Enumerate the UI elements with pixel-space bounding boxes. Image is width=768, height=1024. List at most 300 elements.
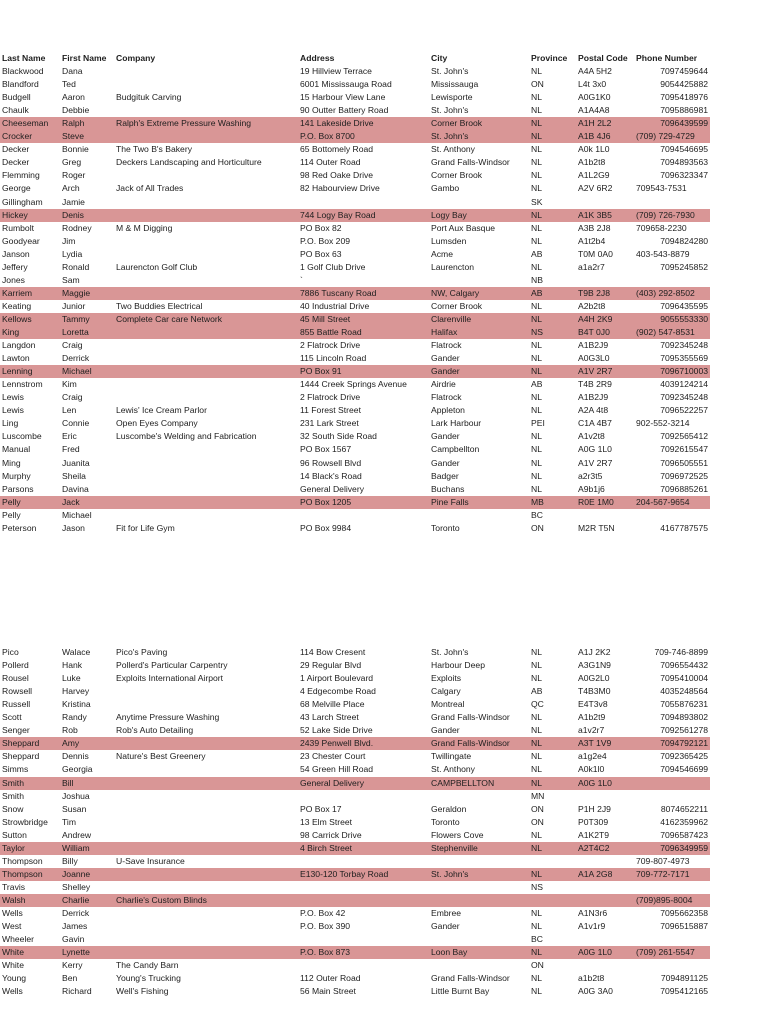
cell-province[interactable]: NL xyxy=(531,829,542,840)
cell-phone-number[interactable]: 4039124214 xyxy=(660,379,708,390)
cell-first-name[interactable]: James xyxy=(62,921,88,932)
cell-province[interactable]: NL xyxy=(531,105,542,116)
cell-company[interactable]: Rob's Auto Detailing xyxy=(116,725,194,736)
cell-city[interactable]: Airdrie xyxy=(431,379,456,390)
cell-province[interactable]: ON xyxy=(531,960,544,971)
cell-first-name[interactable]: Jack xyxy=(62,496,80,507)
cell-city[interactable]: Toronto xyxy=(431,816,460,827)
cell-last-name[interactable]: Lenning xyxy=(2,366,33,377)
cell-address[interactable]: P.O. Box 8700 xyxy=(300,131,355,142)
cell-postal-code[interactable]: A0k 1L0 xyxy=(578,144,610,155)
cell-province[interactable]: PEI xyxy=(531,418,545,429)
cell-company[interactable]: Nature's Best Greenery xyxy=(116,751,206,762)
cell-first-name[interactable]: Jason xyxy=(62,522,85,533)
cell-phone-number[interactable]: 7095662358 xyxy=(660,908,708,918)
cell-postal-code[interactable]: T4B3M0 xyxy=(578,686,611,697)
cell-province[interactable]: SK xyxy=(531,196,543,207)
cell-first-name[interactable]: Richard xyxy=(62,986,92,997)
cell-last-name[interactable]: Smith xyxy=(2,790,24,801)
cell-last-name[interactable]: Cheeseman xyxy=(2,118,49,129)
cell-phone-number[interactable]: 7095355569 xyxy=(660,353,708,364)
cell-address[interactable]: P.O. Box 209 xyxy=(300,235,351,246)
cell-postal-code[interactable]: A1N3r6 xyxy=(578,908,608,918)
cell-last-name[interactable]: Manual xyxy=(2,444,31,455)
cell-first-name[interactable]: Aaron xyxy=(62,92,85,103)
cell-postal-code[interactable]: a1b2t8 xyxy=(578,973,605,984)
cell-first-name[interactable]: William xyxy=(62,842,90,853)
cell-last-name[interactable]: Wheeler xyxy=(2,934,34,945)
cell-city[interactable]: CAMPBELLTON xyxy=(431,777,495,788)
cell-first-name[interactable]: Bonnie xyxy=(62,144,89,155)
cell-last-name[interactable]: Russell xyxy=(2,699,31,710)
cell-postal-code[interactable]: A1V 2R7 xyxy=(578,366,613,377)
cell-postal-code[interactable]: A3T 1V9 xyxy=(578,738,612,749)
cell-first-name[interactable]: Jamie xyxy=(62,196,85,207)
cell-last-name[interactable]: Lennstrom xyxy=(2,379,43,390)
cell-address[interactable]: 231 Lark Street xyxy=(300,418,359,429)
cell-address[interactable]: 90 Outter Battery Road xyxy=(300,105,389,116)
cell-first-name[interactable]: Juanita xyxy=(62,457,90,468)
cell-first-name[interactable]: Maggie xyxy=(62,287,91,298)
cell-province[interactable]: AB xyxy=(531,287,543,298)
cell-address[interactable]: 114 Bow Cresent xyxy=(300,647,366,657)
cell-last-name[interactable]: Blackwood xyxy=(2,66,44,76)
cell-province[interactable]: NL xyxy=(531,261,542,272)
cell-city[interactable]: Corner Brook xyxy=(431,118,483,129)
cell-last-name[interactable]: Murphy xyxy=(2,470,31,481)
cell-province[interactable]: NL xyxy=(531,751,542,762)
cell-first-name[interactable]: Len xyxy=(62,405,77,416)
cell-address[interactable]: 141 Lakeside Drive xyxy=(300,118,374,129)
cell-first-name[interactable]: Roger xyxy=(62,170,86,181)
cell-phone-number[interactable]: (709) 726-7930 xyxy=(636,209,695,220)
cell-city[interactable]: Gander xyxy=(431,353,460,364)
cell-first-name[interactable]: Sam xyxy=(62,274,80,285)
cell-last-name[interactable]: Kellows xyxy=(2,313,32,324)
cell-company[interactable]: Luscombe's Welding and Fabrication xyxy=(116,431,257,442)
cell-city[interactable]: Campbellton xyxy=(431,444,480,455)
cell-address[interactable]: 45 Mill Street xyxy=(300,313,351,324)
cell-address[interactable]: 4 Edgecombe Road xyxy=(300,686,376,697)
cell-province[interactable]: AB xyxy=(531,248,543,259)
cell-company[interactable]: Well's Fishing xyxy=(116,986,169,997)
cell-first-name[interactable]: Kristina xyxy=(62,699,91,710)
cell-city[interactable]: Calgary xyxy=(431,686,461,697)
cell-postal-code[interactable]: B4T 0J0 xyxy=(578,327,610,337)
cell-first-name[interactable]: Lydia xyxy=(62,248,83,259)
cell-last-name[interactable]: Luscombe xyxy=(2,431,42,442)
cell-province[interactable]: ON xyxy=(531,522,544,533)
cell-phone-number[interactable]: 7094546695 xyxy=(660,144,708,155)
cell-postal-code[interactable]: A1A 2G8 xyxy=(578,868,613,879)
cell-province[interactable]: NL xyxy=(531,712,542,723)
cell-city[interactable]: Laurencton xyxy=(431,261,475,272)
cell-last-name[interactable]: Goodyear xyxy=(2,235,40,246)
cell-company[interactable]: Pollerd's Particular Carpentry xyxy=(116,660,228,671)
cell-phone-number[interactable]: 709-746-8899 xyxy=(654,647,708,657)
cell-address[interactable]: 29 Regular Blvd xyxy=(300,660,362,671)
cell-first-name[interactable]: Ralph xyxy=(62,118,85,129)
cell-address[interactable]: 1 Golf Club Drive xyxy=(300,261,366,272)
cell-first-name[interactable]: Ronald xyxy=(62,261,90,272)
cell-first-name[interactable]: Greg xyxy=(62,157,82,168)
cell-first-name[interactable]: Michael xyxy=(62,509,92,520)
cell-last-name[interactable]: Walsh xyxy=(2,894,26,905)
cell-city[interactable]: Corner Brook xyxy=(431,170,483,181)
cell-postal-code[interactable]: L4t 3x0 xyxy=(578,79,607,90)
cell-city[interactable]: Gander xyxy=(431,457,460,468)
cell-company[interactable]: Ralph's Extreme Pressure Washing xyxy=(116,118,252,129)
cell-phone-number[interactable]: 7097459644 xyxy=(660,66,708,76)
cell-phone-number[interactable]: 7096885261 xyxy=(660,483,708,494)
cell-last-name[interactable]: Pelly xyxy=(2,496,21,507)
cell-city[interactable]: NW, Calgary xyxy=(431,287,480,298)
cell-address[interactable]: PO Box 63 xyxy=(300,248,342,259)
cell-last-name[interactable]: Blandford xyxy=(2,79,39,90)
cell-company[interactable]: Charlie's Custom Blinds xyxy=(116,894,207,905)
cell-first-name[interactable]: Ben xyxy=(62,973,78,984)
cell-last-name[interactable]: Sheppard xyxy=(2,738,40,749)
cell-phone-number[interactable]: 9055553330 xyxy=(660,313,708,324)
cell-postal-code[interactable]: E4T3v8 xyxy=(578,699,608,710)
cell-city[interactable]: Gander xyxy=(431,366,460,377)
cell-province[interactable]: BC xyxy=(531,934,543,945)
cell-company[interactable]: Pico's Paving xyxy=(116,647,168,657)
cell-city[interactable]: St. Anthony xyxy=(431,144,475,155)
cell-last-name[interactable]: Langdon xyxy=(2,340,36,351)
cell-province[interactable]: NL xyxy=(531,973,542,984)
cell-postal-code[interactable]: A1v1r9 xyxy=(578,921,606,932)
cell-last-name[interactable]: Pico xyxy=(2,647,19,657)
cell-address[interactable]: PO Box 1567 xyxy=(300,444,352,455)
cell-province[interactable]: NL xyxy=(531,209,542,220)
cell-address[interactable]: 13 Elm Street xyxy=(300,816,353,827)
cell-last-name[interactable]: Pollerd xyxy=(2,660,29,671)
cell-province[interactable]: NL xyxy=(531,842,542,853)
cell-first-name[interactable]: Gavin xyxy=(62,934,85,945)
cell-province[interactable]: ON xyxy=(531,803,544,814)
cell-city[interactable]: Flowers Cove xyxy=(431,829,484,840)
cell-first-name[interactable]: Joshua xyxy=(62,790,90,801)
cell-address[interactable]: 1 Airport Boulevard xyxy=(300,673,374,684)
cell-phone-number[interactable]: 7094891125 xyxy=(660,973,708,984)
cell-phone-number[interactable]: 4167787575 xyxy=(660,522,708,533)
cell-postal-code[interactable]: A0G1K0 xyxy=(578,92,611,103)
cell-first-name[interactable]: Davina xyxy=(62,483,89,494)
cell-company[interactable]: The Two B's Bakery xyxy=(116,144,192,155)
cell-city[interactable]: Little Burnt Bay xyxy=(431,986,490,997)
cell-postal-code[interactable]: A2b2t8 xyxy=(578,300,606,311)
cell-first-name[interactable]: Shelley xyxy=(62,881,91,892)
cell-first-name[interactable]: Derrick xyxy=(62,353,90,364)
cell-first-name[interactable]: Amy xyxy=(62,738,80,749)
cell-city[interactable]: Pine Falls xyxy=(431,496,469,507)
cell-phone-number[interactable]: 7095245852 xyxy=(660,261,708,272)
cell-address[interactable]: 40 Industrial Drive xyxy=(300,300,370,311)
cell-province[interactable]: NS xyxy=(531,327,543,337)
cell-postal-code[interactable]: A1b2t8 xyxy=(578,157,606,168)
cell-city[interactable]: Logy Bay xyxy=(431,209,467,220)
cell-province[interactable]: NL xyxy=(531,738,542,749)
cell-postal-code[interactable]: A0G3L0 xyxy=(578,353,610,364)
cell-first-name[interactable]: Kerry xyxy=(62,960,83,971)
cell-postal-code[interactable]: A1v2t8 xyxy=(578,431,605,442)
cell-phone-number[interactable]: 7096554432 xyxy=(660,660,708,671)
cell-city[interactable]: Grand Falls-Windsor xyxy=(431,738,510,749)
cell-province[interactable]: NL xyxy=(531,183,542,194)
cell-address[interactable]: 2 Flatrock Drive xyxy=(300,340,361,351)
cell-first-name[interactable]: Susan xyxy=(62,803,87,814)
cell-first-name[interactable]: Lynette xyxy=(62,947,90,958)
cell-address[interactable]: 855 Battle Road xyxy=(300,327,362,337)
cell-company[interactable]: Jack of All Trades xyxy=(116,183,184,194)
cell-last-name[interactable]: Young xyxy=(2,973,27,984)
cell-company[interactable]: M & M Digging xyxy=(116,222,173,233)
cell-last-name[interactable]: Ming xyxy=(2,457,21,468)
cell-city[interactable]: Corner Brook xyxy=(431,300,483,311)
cell-first-name[interactable]: Bill xyxy=(62,777,74,788)
cell-last-name[interactable]: Rumbolt xyxy=(2,222,34,233)
cell-province[interactable]: NL xyxy=(531,222,542,233)
cell-address[interactable]: 82 Habourview Drive xyxy=(300,183,380,194)
cell-city[interactable]: Flatrock xyxy=(431,340,462,351)
cell-last-name[interactable]: Sheppard xyxy=(2,751,40,762)
cell-last-name[interactable]: Gillingham xyxy=(2,196,43,207)
cell-postal-code[interactable]: R0E 1M0 xyxy=(578,496,614,507)
cell-postal-code[interactable]: A0G 1L0 xyxy=(578,777,612,788)
cell-postal-code[interactable]: A3B 2J8 xyxy=(578,222,611,233)
cell-last-name[interactable]: Wells xyxy=(2,908,23,918)
cell-address[interactable]: 68 Melville Place xyxy=(300,699,365,710)
cell-address[interactable]: 7886 Tuscany Road xyxy=(300,287,377,298)
cell-city[interactable]: Geraldon xyxy=(431,803,467,814)
cell-phone-number[interactable]: 7096522257 xyxy=(660,405,708,416)
cell-phone-number[interactable]: 7092345248 xyxy=(660,340,708,351)
cell-postal-code[interactable]: A1L2G9 xyxy=(578,170,610,181)
cell-first-name[interactable]: Fred xyxy=(62,444,80,455)
cell-last-name[interactable]: Thompson xyxy=(2,855,43,866)
cell-postal-code[interactable]: A2T4C2 xyxy=(578,842,610,853)
cell-postal-code[interactable]: A0G 1L0 xyxy=(578,947,612,958)
cell-province[interactable]: ON xyxy=(531,816,544,827)
cell-province[interactable]: AB xyxy=(531,379,543,390)
cell-first-name[interactable]: Tim xyxy=(62,816,76,827)
cell-province[interactable]: NB xyxy=(531,274,543,285)
cell-last-name[interactable]: White xyxy=(2,947,24,958)
cell-address[interactable]: PO Box 9984 xyxy=(300,522,352,533)
cell-address[interactable]: 114 Outer Road xyxy=(300,157,361,168)
cell-city[interactable]: Lumsden xyxy=(431,235,467,246)
cell-postal-code[interactable]: M2R T5N xyxy=(578,522,615,533)
cell-first-name[interactable]: Dana xyxy=(62,66,83,76)
cell-postal-code[interactable]: A1B2J9 xyxy=(578,340,609,351)
cell-last-name[interactable]: Janson xyxy=(2,248,30,259)
cell-postal-code[interactable]: A3G1N9 xyxy=(578,660,611,671)
cell-province[interactable]: NL xyxy=(531,300,542,311)
cell-province[interactable]: NL xyxy=(531,92,542,103)
cell-address[interactable]: 112 Outer Road xyxy=(300,973,361,984)
cell-phone-number[interactable]: (709) 729-4729 xyxy=(636,131,695,142)
cell-last-name[interactable]: Simms xyxy=(2,764,29,775)
cell-address[interactable]: General Delivery xyxy=(300,777,364,788)
cell-address[interactable]: 56 Main Street xyxy=(300,986,356,997)
cell-province[interactable]: NL xyxy=(531,947,542,958)
cell-province[interactable]: NS xyxy=(531,881,543,892)
cell-phone-number[interactable]: 709-772-7171 xyxy=(636,868,690,879)
cell-postal-code[interactable]: A1B2J9 xyxy=(578,392,609,403)
cell-first-name[interactable]: Ted xyxy=(62,79,76,90)
cell-phone-number[interactable]: 7092615547 xyxy=(660,444,708,455)
cell-first-name[interactable]: Eric xyxy=(62,431,77,442)
cell-last-name[interactable]: Pelly xyxy=(2,509,21,520)
cell-first-name[interactable]: Derrick xyxy=(62,908,90,918)
cell-postal-code[interactable]: C1A 4B7 xyxy=(578,418,612,429)
cell-address[interactable]: 2 Flatrock Drive xyxy=(300,392,361,403)
cell-province[interactable]: NL xyxy=(531,673,542,684)
cell-province[interactable]: NL xyxy=(531,66,542,76)
cell-city[interactable]: Clarenville xyxy=(431,313,472,324)
cell-address[interactable]: 2439 Penwell Blvd. xyxy=(300,738,374,749)
cell-province[interactable]: NL xyxy=(531,431,542,442)
cell-company[interactable]: Complete Car care Network xyxy=(116,313,223,324)
cell-first-name[interactable]: Loretta xyxy=(62,327,89,337)
cell-phone-number[interactable]: 7094893563 xyxy=(660,157,708,168)
cell-city[interactable]: Montreal xyxy=(431,699,465,710)
cell-last-name[interactable]: Lewis xyxy=(2,405,24,416)
cell-phone-number[interactable]: 7096710003 xyxy=(660,366,708,377)
cell-city[interactable]: St. John's xyxy=(431,66,469,76)
cell-postal-code[interactable]: A1B 4J6 xyxy=(578,131,611,142)
cell-address[interactable]: PO Box 91 xyxy=(300,366,342,377)
cell-phone-number[interactable]: 7092365425 xyxy=(660,751,708,762)
cell-last-name[interactable]: Decker xyxy=(2,144,30,155)
cell-company[interactable]: Laurencton Golf Club xyxy=(116,261,198,272)
cell-phone-number[interactable]: 7092561278 xyxy=(660,725,708,736)
cell-company[interactable]: Anytime Pressure Washing xyxy=(116,712,220,723)
cell-first-name[interactable]: Debbie xyxy=(62,105,90,116)
cell-phone-number[interactable]: 7096323347 xyxy=(660,170,708,181)
cell-city[interactable]: St. Anthony xyxy=(431,764,475,775)
cell-province[interactable]: NL xyxy=(531,777,542,788)
cell-company[interactable]: Deckers Landscaping and Horticulture xyxy=(116,157,262,168)
cell-company[interactable]: The Candy Barn xyxy=(116,960,179,971)
cell-phone-number[interactable]: 7095418976 xyxy=(660,92,708,103)
cell-phone-number[interactable]: 7092565412 xyxy=(660,431,708,442)
cell-postal-code[interactable]: A2A 4t8 xyxy=(578,405,609,416)
cell-last-name[interactable]: Parsons xyxy=(2,483,34,494)
cell-first-name[interactable]: Steve xyxy=(62,131,84,142)
cell-last-name[interactable]: Thompson xyxy=(2,868,43,879)
cell-first-name[interactable]: Tammy xyxy=(62,313,90,324)
cell-province[interactable]: NL xyxy=(531,470,542,481)
cell-first-name[interactable]: Kim xyxy=(62,379,77,390)
cell-last-name[interactable]: Lawton xyxy=(2,353,30,364)
cell-address[interactable]: 14 Black's Road xyxy=(300,470,362,481)
cell-city[interactable]: Flatrock xyxy=(431,392,462,403)
cell-province[interactable]: NL xyxy=(531,235,542,246)
cell-city[interactable]: Gambo xyxy=(431,183,460,194)
cell-first-name[interactable]: Jim xyxy=(62,235,76,246)
cell-last-name[interactable]: Sutton xyxy=(2,829,27,840)
cell-province[interactable]: NL xyxy=(531,660,542,671)
cell-province[interactable]: NL xyxy=(531,986,542,997)
cell-city[interactable]: Harbour Deep xyxy=(431,660,485,671)
cell-first-name[interactable]: Luke xyxy=(62,673,81,684)
cell-address[interactable]: 96 Rowsell Blvd xyxy=(300,457,362,468)
cell-city[interactable]: St. John's xyxy=(431,131,469,142)
cell-province[interactable]: NL xyxy=(531,868,542,879)
cell-address[interactable]: 744 Logy Bay Road xyxy=(300,209,376,220)
cell-first-name[interactable]: Hank xyxy=(62,660,83,671)
cell-last-name[interactable]: Snow xyxy=(2,803,24,814)
cell-address[interactable]: E130-120 Torbay Road xyxy=(300,868,389,879)
cell-last-name[interactable]: Travis xyxy=(2,881,26,892)
cell-first-name[interactable]: Denis xyxy=(62,209,84,220)
cell-province[interactable]: NL xyxy=(531,340,542,351)
cell-province[interactable]: NL xyxy=(531,444,542,455)
cell-address[interactable]: 98 Carrick Drive xyxy=(300,829,362,840)
cell-last-name[interactable]: Scott xyxy=(2,712,22,723)
cell-province[interactable]: NL xyxy=(531,157,542,168)
cell-last-name[interactable]: Flemming xyxy=(2,170,40,181)
cell-city[interactable]: Port Aux Basque xyxy=(431,222,496,233)
cell-company[interactable]: Budgituk Carving xyxy=(116,92,182,103)
cell-postal-code[interactable]: A1V 2R7 xyxy=(578,457,613,468)
cell-city[interactable]: Gander xyxy=(431,725,460,736)
cell-address[interactable]: ` xyxy=(300,274,303,285)
cell-postal-code[interactable]: P1H 2J9 xyxy=(578,803,611,814)
cell-first-name[interactable]: Arch xyxy=(62,183,80,194)
cell-postal-code[interactable]: T9B 2J8 xyxy=(578,287,611,298)
cell-first-name[interactable]: Walace xyxy=(62,647,91,657)
cell-city[interactable]: Grand Falls-Windsor xyxy=(431,157,510,168)
cell-phone-number[interactable]: (709)895-8004 xyxy=(636,894,693,905)
cell-last-name[interactable]: Ling xyxy=(2,418,19,429)
cell-province[interactable]: NL xyxy=(531,144,542,155)
cell-last-name[interactable]: Smith xyxy=(2,777,24,788)
cell-province[interactable]: ON xyxy=(531,79,544,90)
cell-first-name[interactable]: Andrew xyxy=(62,829,92,840)
cell-postal-code[interactable]: a2r3t5 xyxy=(578,470,603,481)
cell-province[interactable]: NL xyxy=(531,908,542,918)
cell-last-name[interactable]: King xyxy=(2,327,20,337)
cell-last-name[interactable]: Wells xyxy=(2,986,23,997)
cell-phone-number[interactable]: 7095410004 xyxy=(660,673,708,684)
cell-last-name[interactable]: Keating xyxy=(2,300,32,311)
cell-last-name[interactable]: Chaulk xyxy=(2,105,29,116)
cell-province[interactable]: QC xyxy=(531,699,544,710)
cell-address[interactable]: P.O. Box 873 xyxy=(300,947,351,958)
cell-company[interactable]: Fit for Life Gym xyxy=(116,522,175,533)
cell-postal-code[interactable]: a1v2r7 xyxy=(578,725,605,736)
cell-address[interactable]: 115 Lincoln Road xyxy=(300,353,367,364)
cell-province[interactable]: NL xyxy=(531,366,542,377)
cell-address[interactable]: General Delivery xyxy=(300,483,364,494)
cell-postal-code[interactable]: A1K2T9 xyxy=(578,829,610,840)
cell-last-name[interactable]: Lewis xyxy=(2,392,24,403)
cell-address[interactable]: 11 Forest Street xyxy=(300,405,361,416)
cell-address[interactable]: 65 Bottomely Road xyxy=(300,144,374,155)
cell-city[interactable]: Twillingate xyxy=(431,751,472,762)
cell-province[interactable]: NL xyxy=(531,483,542,494)
cell-phone-number[interactable]: 902-552-3214 xyxy=(636,418,690,429)
cell-phone-number[interactable]: 7096505551 xyxy=(660,457,708,468)
cell-last-name[interactable]: Karriem xyxy=(2,287,33,298)
cell-province[interactable]: NL xyxy=(531,405,542,416)
cell-address[interactable]: 98 Red Oake Drive xyxy=(300,170,374,181)
cell-phone-number[interactable]: 709-807-4973 xyxy=(636,855,690,866)
cell-last-name[interactable]: Peterson xyxy=(2,522,37,533)
